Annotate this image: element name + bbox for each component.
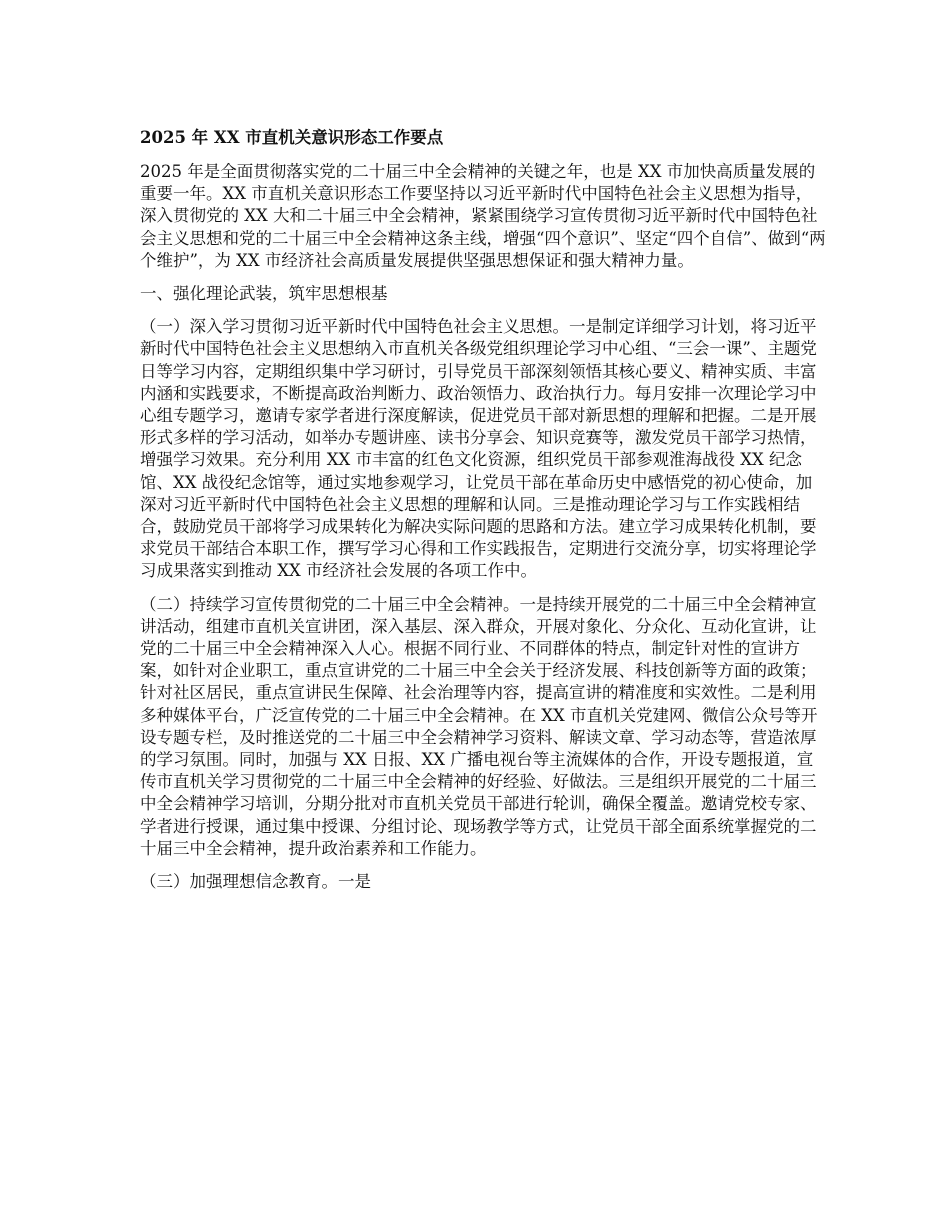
paragraph-2: （二）持续学习宣传贯彻党的二十届三中全会精神。一是持续开展党的二十届三中全会精神宣讲活动，组建市直机关宣讲团，深入基层、深入群众，开展对象化、分众化、互动化宣讲，让党的二十届三中全会精神深入人心。根据不同行业、不同群体的特点，制定针对性的宣讲方案，如针对企业职工，重点宣讲党的二十届三中全会关于经济发展、科技创新等方面的政策；针对社区居民，重点宣讲民生保障、社会治理等内容，提高宣讲的精准度和实效性。二是利用多种媒体平台，广泛宣传党的二十届三中全会精神。在 XX 市直机关党建网、微信公众号等开设专题专栏，及时推送党的二十届三中全会精神学习资料、解读文章、学习动态等，营造浓厚的学习氛围。同时，加强与 XX 日报、XX 广播电视台等主流媒体的合作，开设专题报道，宣传市直机关学习贯彻党的二十届三中全会精神的好经验、好做法。三是组织开展党的二十届三中全会精神学习培训，分期分批对市直机关党员干部进行轮训，确保全覆盖。邀请党校专家、学者进行授课，通过集中授课、分组讨论、现场教学等方式，让党员干部全面系统掌握党的二十届三中全会精神，提升政治素养和工作能力。 — [140, 594, 818, 858]
section-heading: 一、强化理论武装，筑牢思想根基 — [140, 284, 388, 304]
intro-paragraph: 2025 年是全面贯彻落实党的二十届三中全会精神的关键之年，也是 XX 市加快高质量发展的重要一年。XX 市直机关意识形态工作要坚持以习近平新时代中国特色社会主义思想为指导，深入贯彻党的 XX 大和二十届三中全会精神，紧紧围绕学习宣传贯彻习近平新时代中国特色社会主义思想和党的二十届三中全会精神这条主线，增强“四个意识”、坚定“四个自信”、做到“两个维护”，为 XX 市经济社会高质量发展提供坚强思想保证和强大精神力量。 — [140, 162, 826, 270]
document-page — [140, 126, 828, 904]
paragraph-3: （三）加强理想信念教育。一是 — [140, 872, 371, 892]
paragraph-1: （一）深入学习贯彻习近平新时代中国特色社会主义思想。一是制定详细学习计划，将习近平新时代中国特色社会主义思想纳入市直机关各级党组织理论学习中心组、“三会一课”、主题党日等学习内容，定期组织集中学习研讨，引导党员干部深刻领悟其核心要义、精神实质、丰富内涵和实践要求，不断提高政治判断力、政治领悟力、政治执行力。每月安排一次理论学习中心组专题学习，邀请专家学者进行深度解读，促进党员干部对新思想的理解和把握。二是开展形式多样的学习活动，如举办专题讲座、读书分享会、知识竞赛等，激发党员干部学习热情，增强学习效果。充分利用 XX 市丰富的红色文化资源，组织党员干部参观淮海战役 XX 纪念馆、XX 战役纪念馆等，通过实地参观学习，让党员干部在革命历史中感悟党的初心使命，加深对习近平新时代中国特色社会主义思想的理解和认同。三是推动理论学习与工作实践相结合，鼓励党员干部将学习成果转化为解决实际问题的思路和方法。建立学习成果转化机制，要求党员干部结合本职工作，撰写学习心得和工作实践报告，定期进行交流分享，切实将理论学习成果落实到推动 XX 市经济社会发展的各项工作中。 — [140, 317, 817, 581]
document-title: 2025 年 XX 市直机关意识形态工作要点 — [140, 128, 444, 147]
